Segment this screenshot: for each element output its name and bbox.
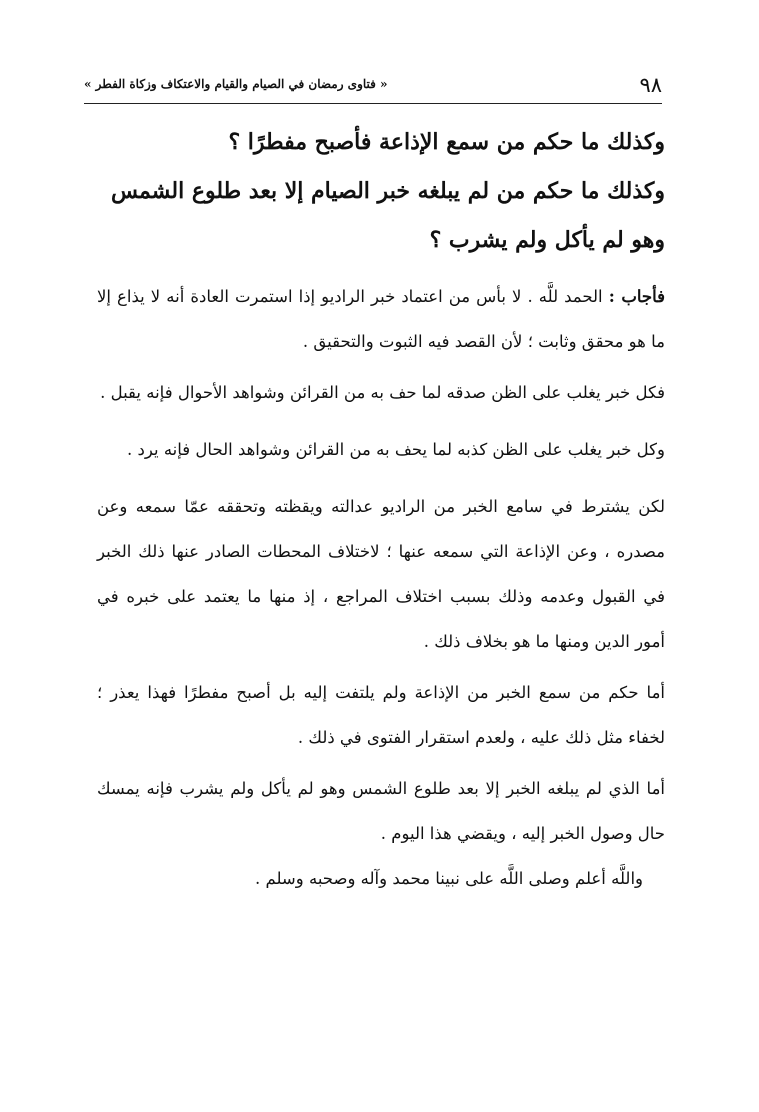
answer-paragraph-6: أما الذي لم يبلغه الخبر إلا بعد طلوع الشمس وهو لم يأكل ولم يشرب فإنه يمسك حال وصول الخبر إليه ، ويقضي هذا اليوم . — [97, 779, 665, 843]
answer-paragraph-2: فكل خبر يغلب على الظن صدقه لما حف به من القرائن وشواهد الأحوال فإنه يقبل . — [100, 383, 665, 402]
answer-paragraph-3: وكل خبر يغلب على الظن كذبه لما يحف به من القرائن وشواهد الحال فإنه يرد . — [127, 440, 665, 459]
running-title: « فتاوى رمضان في الصيام والقيام والاعتكاف وزكاة الفطر » — [84, 77, 388, 91]
question-line-3: وهو لم يأكل ولم يشرب ؟ — [429, 227, 665, 253]
answer-paragraph-1 — [97, 274, 665, 364]
answer-text-1: الحمد للَّه . لا بأس من اعتماد خبر الراديو إذا استمرت العادة أنه لا يذاع إلا ما هو محقق وثابت ؛ لأن القصد فيه الثبوت والتحقيق . — [97, 287, 665, 351]
page-header — [84, 72, 662, 102]
fatwa-body — [97, 118, 665, 901]
header-rule — [84, 103, 662, 104]
page-number: ٩٨ — [639, 73, 662, 97]
answer-paragraph-4: لكن يشترط في سامع الخبر من الراديو عدالته ويقظته وتحققه عمّا سمعه وعن مصدره ، وعن الإذاعة التي سمعه عنها ؛ لاختلاف المحطات الصادر عنها ذلك الخبر في القبول وعدمه وذلك بسبب اختلاف المراجع ، إذ منها ما يعتمد على خبره في أمور الدين ومنها ما هو بخلاف ذلك . — [97, 497, 665, 651]
question-line-1: وكذلك ما حكم من سمع الإذاعة فأصبح مفطرًا ؟ — [228, 129, 665, 155]
answer-paragraph-5: أما حكم من سمع الخبر من الإذاعة ولم يلتفت إليه بل أصبح مفطرًا فهذا يعذر ؛ لخفاء مثل ذلك عليه ، ولعدم استقرار الفتوى في ذلك . — [97, 683, 665, 747]
question-line-2: وكذلك ما حكم من لم يبلغه خبر الصيام إلا بعد طلوع الشمس — [110, 178, 665, 204]
closing-line: واللَّه أعلم وصلى اللَّه على نبينا محمد وآله وصحبه وسلم . — [255, 869, 643, 888]
answer-label: فأجاب : — [608, 287, 666, 306]
